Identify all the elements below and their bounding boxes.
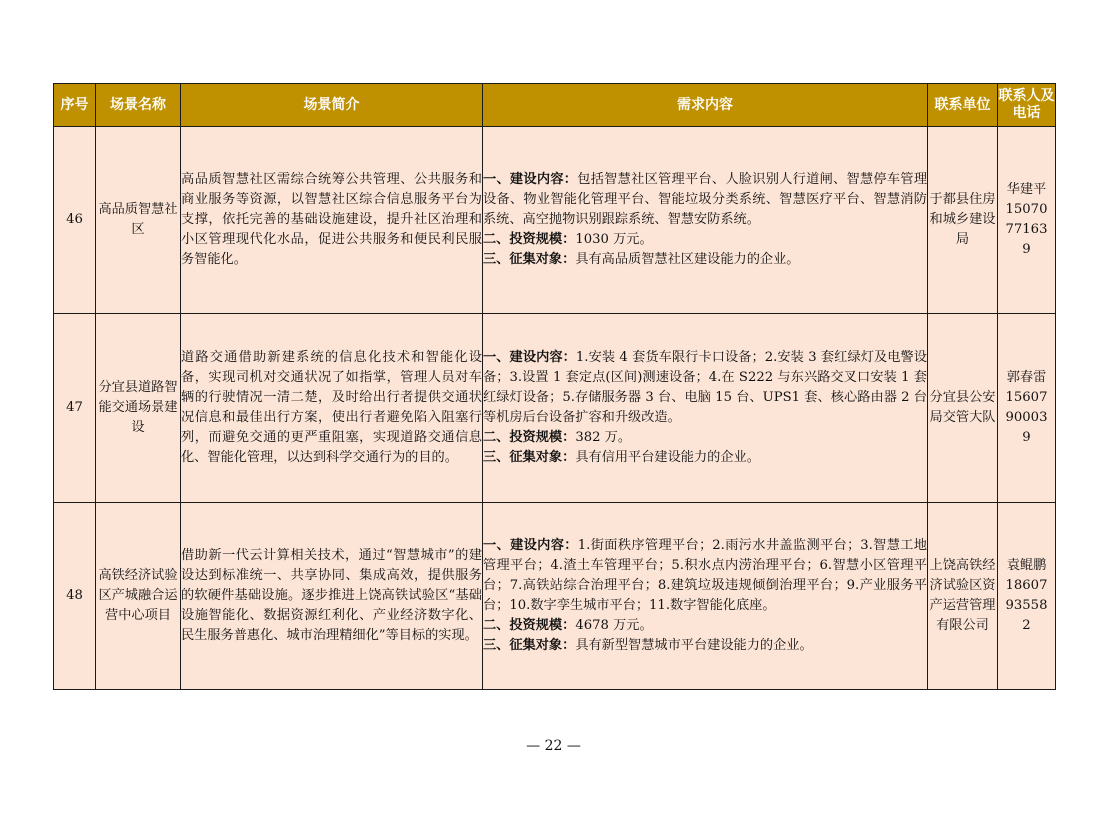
req-construction: 一、建设内容：1.街面秩序管理平台；2.雨污水井盖监测平台；3.智慧工地管理平台；4.渣土车管理平台；5.积水点内涝治理平台；6.智慧小区管理平台；7.高铁站综合治理平台；8.建筑垃圾违规倾倒治理平台；9.产业服务平台；10.数字孪生城市平台；11.数字智能化底座。 [483, 538, 927, 613]
req-target: 三、征集对象：具有信用平台建设能力的企业。 [483, 450, 760, 465]
req-investment: 二、投资规模：4678 万元。 [483, 618, 653, 633]
row-requirements [483, 127, 928, 314]
contact-phone: 18607935582 [1005, 578, 1048, 633]
row-desc: 借助新一代云计算相关技术，通过“智慧城市”的建设达到标准统一、共享协同、集成高效，提供服务的软硬件基础设施。逐步推进上饶高铁试验区“基础设施智能化、数据资源红利化、产业经济数字化、民生服务普惠化、城市治理精细化”等目标的实现。 [181, 503, 483, 690]
row-contact [998, 503, 1056, 690]
row-no: 46 [54, 127, 96, 314]
table-row [54, 127, 1056, 314]
req-target: 三、征集对象：具有高品质智慧社区建设能力的企业。 [483, 252, 800, 267]
header-name: 场景名称 [96, 84, 181, 127]
row-no: 47 [54, 314, 96, 503]
row-contact [998, 127, 1056, 314]
header-desc: 场景简介 [181, 84, 483, 127]
header-org: 联系单位 [928, 84, 998, 127]
req-construction: 一、建设内容：1.安装 4 套货车限行卡口设备；2.安装 3 套红绿灯及电警设备；3.设置 1 套定点(区间)测速设备；4.在 S222 与东兴路交叉口安装 1 套红绿灯设备；5.存储服务器 3 台、电脑 15 台、UPS1 套、核心路由器 2 台等机房后台设备扩容和升级改造。 [483, 350, 927, 425]
req-construction: 一、建设内容：包括智慧社区管理平台、人脸识别人行道闸、智慧停车管理设备、物业智能化管理平台、智能垃圾分类系统、智慧医疗平台、智慧消防系统、高空抛物识别跟踪系统、智慧安防系统。 [483, 172, 928, 227]
table-row [54, 314, 1056, 503]
table-row [54, 503, 1056, 690]
header-contact: 联系人及电话 [998, 84, 1056, 127]
req-target: 三、征集对象：具有新型智慧城市平台建设能力的企业。 [483, 638, 813, 653]
contact-phone: 15607900039 [1005, 390, 1048, 445]
row-desc: 高品质智慧社区需综合统筹公共管理、公共服务和商业服务等资源，以智慧社区综合信息服务平台为支撑，依托完善的基础设施建设，提升社区治理和小区管理现代化水品，促进公共服务和便民利民服务智能化。 [181, 127, 483, 314]
row-no: 48 [54, 503, 96, 690]
req-investment: 二、投资规模：1030 万元。 [483, 232, 653, 247]
table-header-row [54, 84, 1056, 127]
row-contact [998, 314, 1056, 503]
row-requirements [483, 314, 928, 503]
row-desc: 道路交通借助新建系统的信息化技术和智能化设备，实现司机对交通状况了如指掌，管理人员对车辆的行驶情况一清二楚，及时给出行者提供交通状况信息和最佳出行方案，使出行者避免陷入阻塞行列，而避免交通的更严重阻塞，实现道路交通信息化、智能化管理，以达到科学交通行为的目的。 [181, 314, 483, 503]
row-name: 高品质智慧社区 [96, 127, 181, 314]
row-requirements [483, 503, 928, 690]
row-org: 于都县住房和城乡建设局 [928, 127, 998, 314]
row-org: 上饶高铁经济试验区资产运营管理有限公司 [928, 503, 998, 690]
header-req: 需求内容 [483, 84, 928, 127]
req-investment: 二、投资规模：382 万。 [483, 430, 632, 445]
project-table [53, 83, 1056, 690]
contact-name: 袁鲲鹏 [1006, 558, 1047, 573]
row-name: 高铁经济试验区产城融合运营中心项目 [96, 503, 181, 690]
row-org: 分宜县公安局交管大队 [928, 314, 998, 503]
page-number: — 22 — [526, 738, 581, 754]
row-name: 分宜县道路智能交通场景建设 [96, 314, 181, 503]
contact-name: 华建平 [1006, 182, 1047, 197]
contact-phone: 15070771639 [1005, 202, 1048, 257]
contact-name: 郭春雷 [1006, 370, 1047, 385]
header-no: 序号 [54, 84, 96, 127]
